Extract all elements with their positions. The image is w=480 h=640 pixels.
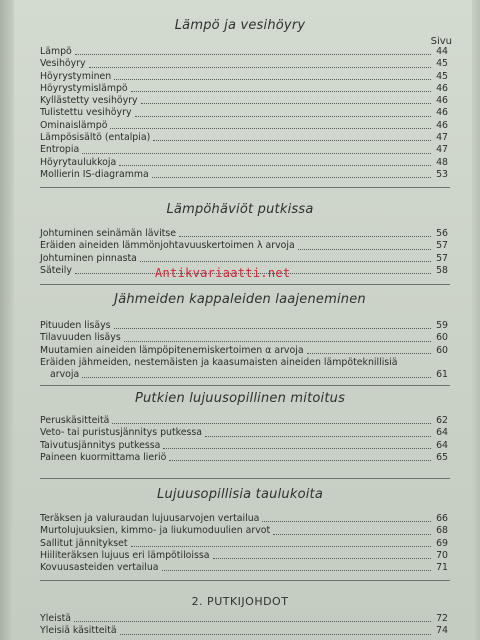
toc-entry[interactable]: Lämpösisältö (entalpia) 47 bbox=[40, 132, 448, 144]
dot-leader bbox=[140, 260, 431, 262]
dot-leader bbox=[124, 340, 431, 342]
dot-leader bbox=[75, 53, 431, 55]
section-divider bbox=[40, 580, 450, 581]
section-title-lampo-ja-vesihoyry: Lämpö ja vesihöyry bbox=[174, 18, 306, 33]
watermark-text: Antikvariaatti.net bbox=[155, 266, 291, 280]
section-title-lujuusopillisia-taulukoita: Lujuusopillisia taulukoita bbox=[157, 487, 323, 502]
toc-entry[interactable]: Yleisiä käsitteitä 74 bbox=[40, 625, 448, 637]
toc-entry[interactable]: Johtuminen seinämän lävitse 56 bbox=[40, 228, 448, 239]
page-edge-shadow bbox=[472, 0, 480, 640]
page-binding-shadow bbox=[0, 0, 14, 640]
toc-entry[interactable]: Höyrystyminen 45 bbox=[40, 70, 448, 82]
toc-entry[interactable]: Muutamien aineiden lämpöpitenemiskertoimen α arvoja 60 bbox=[40, 344, 448, 356]
section-title-putkijohdot: 2. PUTKIJOHDOT bbox=[191, 595, 289, 608]
dot-leader bbox=[89, 66, 431, 68]
toc-entry[interactable]: Eräiden aineiden lämmönjohtavuuskertoimen λ arvoja 57 bbox=[40, 240, 448, 252]
section-divider bbox=[40, 385, 450, 386]
toc-entry[interactable]: Sallitut jännitykset 69 bbox=[40, 537, 448, 549]
toc-entry[interactable]: Säteily 58 bbox=[40, 264, 448, 276]
section-divider bbox=[40, 478, 450, 479]
toc-entry[interactable]: Vesihöyry 45 bbox=[40, 58, 448, 70]
section-divider bbox=[40, 187, 450, 188]
toc-entry[interactable]: Kyllästetty vesihöyry 46 bbox=[40, 95, 448, 107]
toc-entry[interactable]: Höyrytaulukkoja 48 bbox=[40, 156, 448, 168]
toc-entry[interactable]: Teräksen ja valuraudan lujuusarvojen vertailua 66 bbox=[40, 513, 448, 524]
dot-leader bbox=[307, 352, 431, 354]
toc-entry[interactable]: Ominaislämpö 46 bbox=[40, 119, 448, 131]
section-title-lampohaviot-putkissa: Lämpöhäviöt putkissa bbox=[166, 202, 314, 217]
dot-leader bbox=[110, 127, 431, 129]
dot-leader bbox=[273, 533, 431, 535]
section-title-jahmeiden-kappaleiden-laajeneminen: Jähmeiden kappaleiden laajeneminen bbox=[114, 292, 366, 307]
dot-leader bbox=[298, 248, 431, 250]
section-divider bbox=[40, 284, 450, 285]
dot-leader bbox=[262, 520, 431, 522]
dot-leader bbox=[82, 152, 431, 154]
toc-entry[interactable]: Tulistettu vesihöyry 46 bbox=[40, 107, 448, 119]
dot-leader bbox=[162, 569, 431, 571]
toc-entry[interactable]: Paineen kuormittama lieriö 65 bbox=[40, 451, 448, 463]
toc-list-section-3 bbox=[40, 320, 448, 381]
dot-leader bbox=[131, 90, 431, 92]
section-title-putkien-lujuusopillinen-mitoitus: Putkien lujuusopillinen mitoitus bbox=[134, 391, 346, 406]
page-column-header: Sivu bbox=[430, 36, 452, 47]
dot-leader bbox=[213, 557, 431, 559]
dot-leader bbox=[163, 447, 431, 449]
toc-entry-multiline[interactable]: Eräiden jähmeiden, nestemäisten ja kaasumaisten aineiden lämpöteknillisiä arvoja 61 bbox=[40, 356, 448, 381]
dot-leader bbox=[120, 633, 431, 635]
dot-leader bbox=[135, 115, 432, 117]
dot-leader bbox=[169, 459, 431, 461]
toc-entry[interactable]: Tilavuuden lisäys 60 bbox=[40, 332, 448, 344]
toc-entry[interactable]: Taivutusjännitys putkessa 64 bbox=[40, 439, 448, 451]
dot-leader bbox=[205, 435, 431, 437]
toc-list-section-4 bbox=[40, 415, 448, 464]
dot-leader bbox=[153, 139, 431, 141]
toc-list-section-5 bbox=[40, 513, 448, 574]
toc-entry[interactable]: Pituuden lisäys 59 bbox=[40, 320, 448, 331]
toc-entry[interactable]: Kovuusasteiden vertailua 71 bbox=[40, 562, 448, 574]
toc-entry[interactable]: Hiiliteräksen lujuus eri lämpötiloissa 70 bbox=[40, 549, 448, 561]
dot-leader bbox=[74, 620, 431, 622]
toc-entry[interactable]: Murtolujuuksien, kimmo- ja liukumoduulien arvot 68 bbox=[40, 525, 448, 537]
toc-entry[interactable]: Johtuminen pinnasta 57 bbox=[40, 252, 448, 264]
toc-entry[interactable]: Höyrystymislämpö 46 bbox=[40, 82, 448, 94]
toc-entry[interactable]: Lämpö 44 bbox=[40, 46, 448, 57]
toc-entry[interactable]: Yleistä 72 bbox=[40, 613, 448, 624]
dot-leader bbox=[112, 422, 431, 424]
toc-entry[interactable]: Peruskäsitteitä 62 bbox=[40, 415, 448, 426]
dot-leader bbox=[152, 176, 431, 178]
dot-leader bbox=[179, 235, 431, 237]
toc-list-section-1 bbox=[40, 46, 448, 181]
dot-leader bbox=[131, 545, 431, 547]
toc-entry[interactable]: Entropia 47 bbox=[40, 144, 448, 156]
toc-entry[interactable]: Veto- tai puristusjännitys putkessa 64 bbox=[40, 427, 448, 439]
dot-leader bbox=[82, 376, 431, 378]
dot-leader bbox=[141, 102, 431, 104]
dot-leader bbox=[114, 327, 431, 329]
toc-entry[interactable]: Mollierin IS-diagramma 53 bbox=[40, 168, 448, 180]
dot-leader bbox=[119, 164, 431, 166]
toc-list-section-6 bbox=[40, 613, 448, 638]
dot-leader bbox=[114, 78, 431, 80]
